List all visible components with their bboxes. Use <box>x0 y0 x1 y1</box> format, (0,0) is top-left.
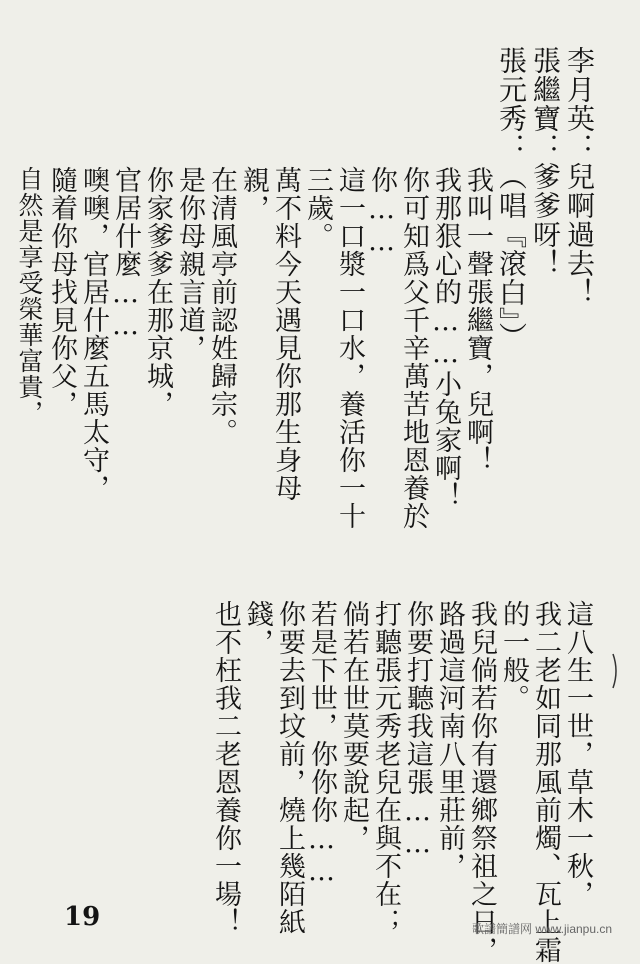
verse-line: 我二老如同那風前燭、瓦上霜 <box>530 600 561 964</box>
verse-line: 你…… <box>366 166 397 258</box>
verse-line: 若是下世，你你你…… <box>306 600 337 888</box>
line-li-yueying-1: 李月英：兒啊過去！ <box>563 46 596 307</box>
verse-line: 官居什麼…… <box>110 166 141 342</box>
page-number: 19 <box>64 902 101 932</box>
verse-line: 這一口漿一口水，養活你一十 <box>334 166 365 530</box>
verse-line: 親， <box>238 166 269 222</box>
verse-line: 倘若在世莫要說起， <box>338 600 369 852</box>
verse-line: 是你母親言道， <box>174 166 205 362</box>
verse-line: 我那狠心的……小兔家啊！ <box>430 166 461 510</box>
verse-line: 三歲。 <box>302 166 333 250</box>
verse-line: 路過這河南八里莊前， <box>434 600 465 880</box>
verse-line: 錢， <box>242 600 273 656</box>
verse-line: 我叫一聲張繼寶，兒啊！ <box>462 166 493 474</box>
verse-line: 這八生一世，草木一秋， <box>562 600 593 908</box>
verse-line: 噢噢，官居什麼五馬太守， <box>78 166 109 502</box>
site-watermark: 歌譜簡譜网 www.jianpu.cn <box>472 922 613 936</box>
verse-line: 自然是享受榮華富貴， <box>15 166 44 426</box>
verse-line: 也不枉我二老恩養你一場！ <box>210 600 241 936</box>
verse-line: 我兒倘若你有還鄉祭祖之日， <box>466 600 497 964</box>
verse-line: 在清風亭前認姓歸宗。 <box>206 166 237 446</box>
verse-line: 萬不料今天遇見你那生身母 <box>270 166 301 502</box>
margin-bracket-icon <box>612 653 620 689</box>
verse-line: 你要去到坟前，燒上幾陌紙 <box>274 600 305 936</box>
line-zhang-jibao-1: 張繼寶：爹爹呀！ <box>529 46 562 278</box>
verse-line: 打聽張元秀老兒在與不在； <box>370 600 401 936</box>
verse-line: 你可知爲父千辛萬苦地恩養於 <box>398 166 429 530</box>
verse-line: 你要打聽我這張…… <box>402 600 433 860</box>
verse-line: 的一般。 <box>498 600 529 712</box>
verse-line: 隨着你母找見你父， <box>46 166 77 418</box>
verse-line: 你家爹爹在那京城， <box>142 166 173 418</box>
line-zhang-yuanxiu-direction: 張元秀：（唱『滾白』） <box>495 46 528 351</box>
